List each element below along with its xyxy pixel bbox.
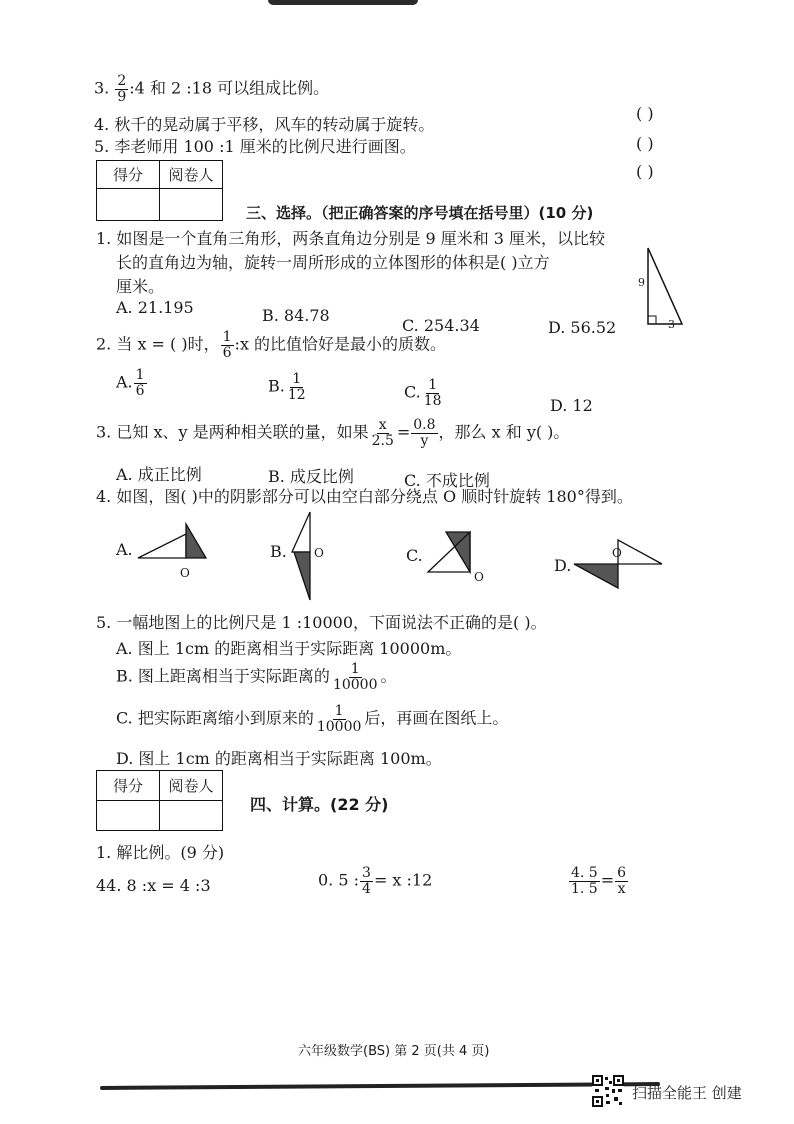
q3-option-a[interactable]: A. 成正比例 bbox=[116, 465, 202, 484]
side-label-9: 9 bbox=[638, 276, 645, 289]
answer-paren[interactable]: ( ) bbox=[636, 104, 654, 123]
q3-stem: 3. 已知 x、y 是两种相关联的量，如果 $\frac{x}{2.5}$ = $\frac{0.8}{y}$ ，那么 x 和 y( )。 bbox=[96, 417, 570, 449]
judge-q5: 5. 李老师用 100 :1 厘米的比例尺进行画图。 bbox=[94, 137, 416, 156]
page-footer: 六年级数学(BS) 第 2 页(共 4 页) bbox=[298, 1044, 490, 1059]
q1-line1: 1. 如图是一个直角三角形，两条直角边分别是 9 厘米和 3 厘米，以比较 bbox=[96, 229, 606, 248]
scan-smudge-bottom bbox=[100, 1082, 660, 1090]
judge-q4: 4. 秋千的晃动属于平移，风车的转动属于旋转。 bbox=[94, 115, 435, 134]
point-o-label: O bbox=[474, 570, 484, 584]
q3-option-c[interactable]: C. 不成比例 bbox=[404, 471, 490, 490]
q1-option-c[interactable]: C. 254.34 bbox=[402, 316, 480, 335]
equation-1: 44. 8 :x = 4 :3 bbox=[96, 876, 211, 895]
point-o-label: O bbox=[180, 566, 190, 580]
q5-option-b[interactable]: B. 图上距离相当于实际距离的 $\frac{1}{10000}$ 。 bbox=[116, 661, 397, 693]
figure-a bbox=[134, 520, 216, 582]
section3-title: 三、选择。（把正确答案的序号填在括号里）(10 分) bbox=[246, 204, 594, 222]
figure-c bbox=[424, 528, 480, 584]
scanner-watermark: 扫描全能王 创建 bbox=[632, 1084, 742, 1102]
qr-code-icon bbox=[592, 1075, 624, 1107]
grader-cell[interactable] bbox=[160, 189, 223, 221]
scan-smudge-top bbox=[268, 0, 418, 5]
q1-line2: 长的直角边为轴，旋转一周所形成的立体图形的体积是( )立方 bbox=[116, 253, 550, 272]
q2-option-b[interactable]: B. $\frac{1}{12}$ bbox=[268, 371, 306, 403]
q1-line3: 厘米。 bbox=[116, 277, 165, 296]
q4-option-a[interactable]: A. bbox=[116, 540, 133, 559]
q2-option-d[interactable]: D. 12 bbox=[550, 396, 593, 415]
grader-cell[interactable] bbox=[160, 801, 223, 831]
figure-d bbox=[570, 536, 666, 592]
q5-option-d[interactable]: D. 图上 1cm 的距离相当于实际距离 100m。 bbox=[116, 749, 442, 768]
q2-option-a[interactable]: A. $\frac{1}{6}$ bbox=[116, 367, 145, 399]
point-o-label: O bbox=[314, 546, 324, 560]
score-cell[interactable] bbox=[97, 189, 160, 221]
point-o-label: O bbox=[612, 546, 622, 560]
side-label-3: 3 bbox=[668, 318, 675, 331]
q4-option-b[interactable]: B. bbox=[270, 542, 287, 561]
q4-option-d[interactable]: D. bbox=[554, 556, 572, 575]
q1-option-d[interactable]: D. 56.52 bbox=[548, 318, 617, 337]
q4-option-c[interactable]: C. bbox=[406, 546, 423, 565]
q2-option-c[interactable]: C. $\frac{1}{18}$ bbox=[404, 377, 442, 409]
q3-option-b[interactable]: B. 成反比例 bbox=[268, 467, 354, 486]
fraction: $\frac{1}{6}$ bbox=[222, 329, 232, 361]
solve-proportion-heading: 1. 解比例。(9 分) bbox=[96, 843, 225, 862]
score-table bbox=[96, 770, 223, 831]
section4-title: 四、计算。(22 分) bbox=[250, 795, 389, 814]
q5-stem: 5. 一幅地图上的比例尺是 1 :10000，下面说法不正确的是( )。 bbox=[96, 613, 547, 632]
equation-3: $\frac{4. 5}{1. 5}$ = $\frac{6}{x}$ bbox=[571, 865, 627, 897]
grader-label: 阅卷人 bbox=[160, 771, 223, 801]
q1-option-a[interactable]: A. 21.195 bbox=[116, 298, 194, 317]
fraction: $\frac{2}{9}$ bbox=[117, 73, 127, 105]
score-cell[interactable] bbox=[97, 801, 160, 831]
equation-2: 0. 5 : $\frac{3}{4}$ = x :12 bbox=[318, 865, 433, 897]
right-triangle-figure bbox=[634, 244, 692, 334]
score-table bbox=[96, 160, 223, 221]
answer-paren[interactable]: ( ) bbox=[636, 162, 654, 181]
judge-q3: 3. $\frac{2}{9}$ :4 和 2 :18 可以组成比例。 bbox=[94, 73, 330, 105]
grader-label: 阅卷人 bbox=[160, 161, 223, 189]
q2-stem: 2. 当 x = ( )时， $\frac{1}{6}$ :x 的比值恰好是最小的质数。 bbox=[96, 329, 447, 361]
score-label: 得分 bbox=[97, 771, 160, 801]
answer-paren[interactable]: ( ) bbox=[636, 134, 654, 153]
q5-option-c[interactable]: C. 把实际距离缩小到原来的 $\frac{1}{10000}$ 后，再画在图纸上。 bbox=[116, 703, 509, 735]
q5-option-a[interactable]: A. 图上 1cm 的距离相当于实际距离 10000m。 bbox=[116, 639, 462, 658]
q4-stem: 4. 如图，图( )中的阴影部分可以由空白部分绕点 O 顺时针旋转 180°得到。 bbox=[96, 487, 633, 506]
score-label: 得分 bbox=[97, 161, 160, 189]
q1-option-b[interactable]: B. 84.78 bbox=[262, 306, 330, 325]
